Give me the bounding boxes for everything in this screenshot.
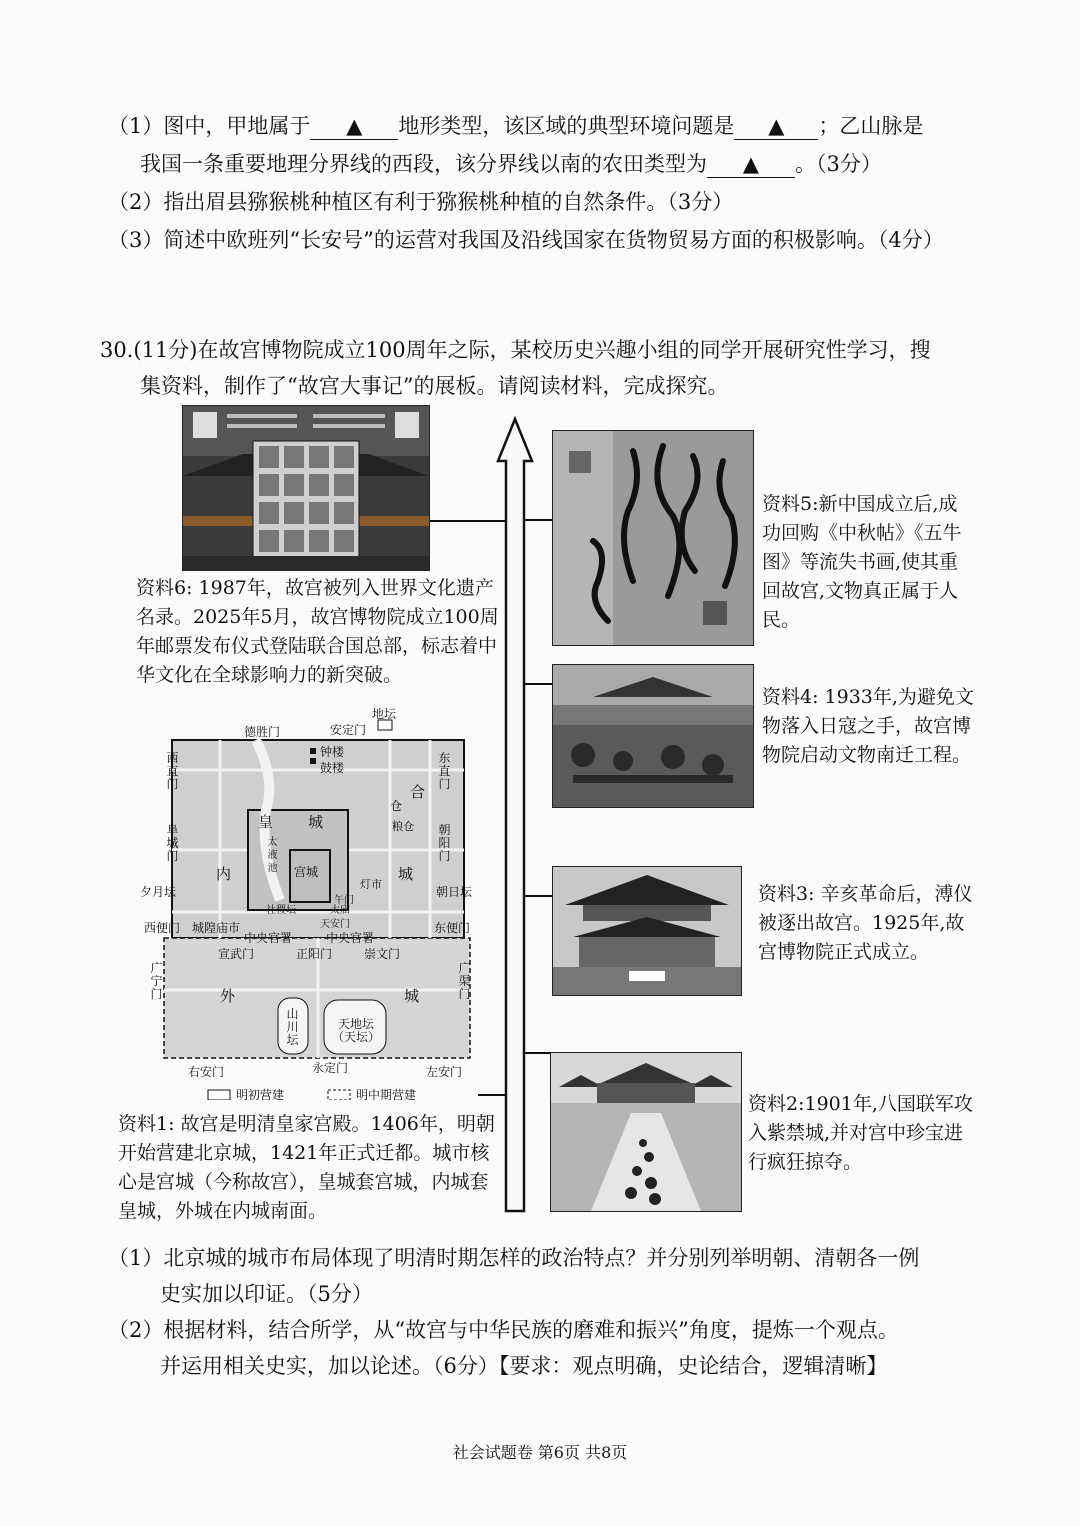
gate-label: 德胜门: [244, 725, 281, 739]
area-label: 皇: [258, 813, 274, 831]
stamp-sheet-image: [182, 405, 430, 571]
area-label: 社稷坛: [266, 905, 296, 916]
prev-q1-line2: 我国一条重要地理分界线的西段，该分界线以南的农田类型为 ▲ 。（3分）: [140, 152, 882, 176]
area-label: 午门: [334, 895, 354, 906]
troops-photo: [550, 1052, 742, 1212]
legend-ming-mid: 明中期营建: [356, 1088, 417, 1102]
q30-line2: 集资料，制作了“故宫大事记”的展板。请阅读材料，完成探究。: [140, 374, 729, 398]
gate-label: 崇文门: [364, 947, 401, 961]
prev-q2: （2）指出眉县猕猴桃种植区有利于猕猴桃种植的自然条件。（3分）: [108, 190, 734, 214]
gate-label: 永定门: [312, 1061, 349, 1075]
answer-blank[interactable]: ▲: [707, 151, 795, 178]
answer-blank[interactable]: ▲: [734, 113, 818, 140]
answer-blank[interactable]: ▲: [310, 113, 398, 140]
area-label: 灯市: [360, 878, 382, 891]
gate-label: 正阳门: [296, 947, 333, 961]
legend-ming-early: 明初营建: [236, 1088, 285, 1102]
q30-line1: 30.(11分)在故宫博物院成立100周年之际，某校历史兴趣小组的同学开展研究性学习，搜: [100, 338, 931, 362]
gate-label: 西便门: [144, 921, 181, 935]
gate-label: 东便门: [434, 921, 471, 935]
gate-label: 东直门: [438, 751, 451, 791]
area-label: 太庙: [330, 905, 350, 916]
q30-sub1-line2: 史实加以印证。（5分）: [160, 1282, 373, 1306]
material-2-text: 资料2:1901年,八国联军攻入紫禁城,并对宫中珍宝进行疯狂掠夺。: [748, 1093, 973, 1173]
area-label: 中央官署: [244, 931, 293, 945]
area-label: 山川坛: [286, 1007, 299, 1047]
connector: [428, 520, 506, 522]
gate-label: 地坛: [372, 707, 397, 721]
material-1-text: 资料1: 故宫是明清皇家宫殿。1406年，明朝开始营建北京城，1421年正式迁都。城市核心是宫城（今称故宫），皇城套宫城，内城套皇城，外城在内城南面。: [118, 1113, 495, 1222]
gate-label: 广宁门: [150, 961, 163, 1001]
area-label: 天安门: [320, 919, 350, 930]
material-3-text: 资料3: 辛亥革命后，溥仪被逐出故宫。1925年,故宫博物院正式成立。: [758, 883, 973, 963]
area-label: 城隍庙市: [192, 921, 241, 935]
area-label: 鼓楼: [320, 761, 345, 775]
q30-sub1-line1: （1）北京城的城市布局体现了明清时期怎样的政治特点？并分别列举明朝、清朝各一例: [108, 1246, 920, 1270]
area-label: 钟楼: [320, 745, 345, 759]
gate-label: 朝日坛: [436, 885, 473, 899]
calligraphy-image: [552, 430, 754, 646]
area-label: 天地坛（天坛）: [331, 1017, 380, 1044]
gate-label: 广渠门: [458, 961, 471, 1001]
gate-label: 西直门: [166, 751, 179, 791]
area-label: 城: [308, 813, 324, 831]
page-footer: 社会试题卷 第6页 共8页: [452, 1443, 628, 1462]
connector: [524, 519, 552, 521]
prev-q3: （3）简述中欧班列“长安号”的运营对我国及沿线国家在货物贸易方面的积极影响。（4分）: [108, 228, 944, 252]
area-label: 太液池: [267, 837, 278, 874]
area-label: 中央官署: [326, 931, 375, 945]
gate-label: 右安门: [188, 1065, 225, 1079]
q30-sub2-line2: 并运用相关史实，加以论述。（6分）【要求：观点明确，史论结合，逻辑清晰】: [160, 1354, 888, 1378]
relocation-photo: [552, 664, 754, 808]
connector: [524, 683, 552, 685]
palace-gate-photo: [552, 866, 742, 996]
area-label: 合: [410, 783, 426, 801]
material-6-text: 资料6: 1987年，故宫被列入世界文化遗产名录。2025年5月，故宫博物院成立100周年邮票发布仪式登陆联合国总部，标志着中华文化在全球影响力的新突破。: [136, 577, 499, 686]
gate-label: 阜城门: [166, 823, 179, 863]
prev-q1-line1: （1）图中，甲地属于 ▲ 地形类型，该区域的典型环境问题是 ▲ ；乙山脉是: [108, 114, 924, 138]
area-label: 宫城: [294, 865, 319, 879]
connector: [524, 895, 552, 897]
area-label: 城: [398, 865, 414, 883]
beijing-city-map: [140, 700, 490, 1100]
gate-label: 夕月坛: [140, 885, 177, 899]
gate-label: 安定门: [330, 723, 367, 737]
material-4-text: 资料4: 1933年,为避免文物落入日寇之手，故宫博物院启动文物南迁工程。: [762, 686, 974, 766]
q30-sub2-line1: （2）根据材料，结合所学，从“故宫与中华民族的磨难和振兴”角度，提炼一个观点。: [108, 1318, 899, 1342]
area-label: 仓: [390, 799, 403, 813]
gate-label: 朝阳门: [438, 823, 451, 863]
area-label: 城: [404, 987, 420, 1005]
gate-label: 左安门: [426, 1065, 463, 1079]
area-label: 内: [216, 865, 232, 883]
material-5-text: 资料5:新中国成立后,成功回购《中秋帖》《五牛图》等流失书画,使其重回故宫,文物真正属于人民。: [762, 493, 962, 631]
area-label: 粮仓: [392, 820, 414, 833]
connector: [524, 1052, 552, 1054]
area-label: 外: [220, 987, 236, 1005]
gate-label: 宣武门: [218, 947, 255, 961]
